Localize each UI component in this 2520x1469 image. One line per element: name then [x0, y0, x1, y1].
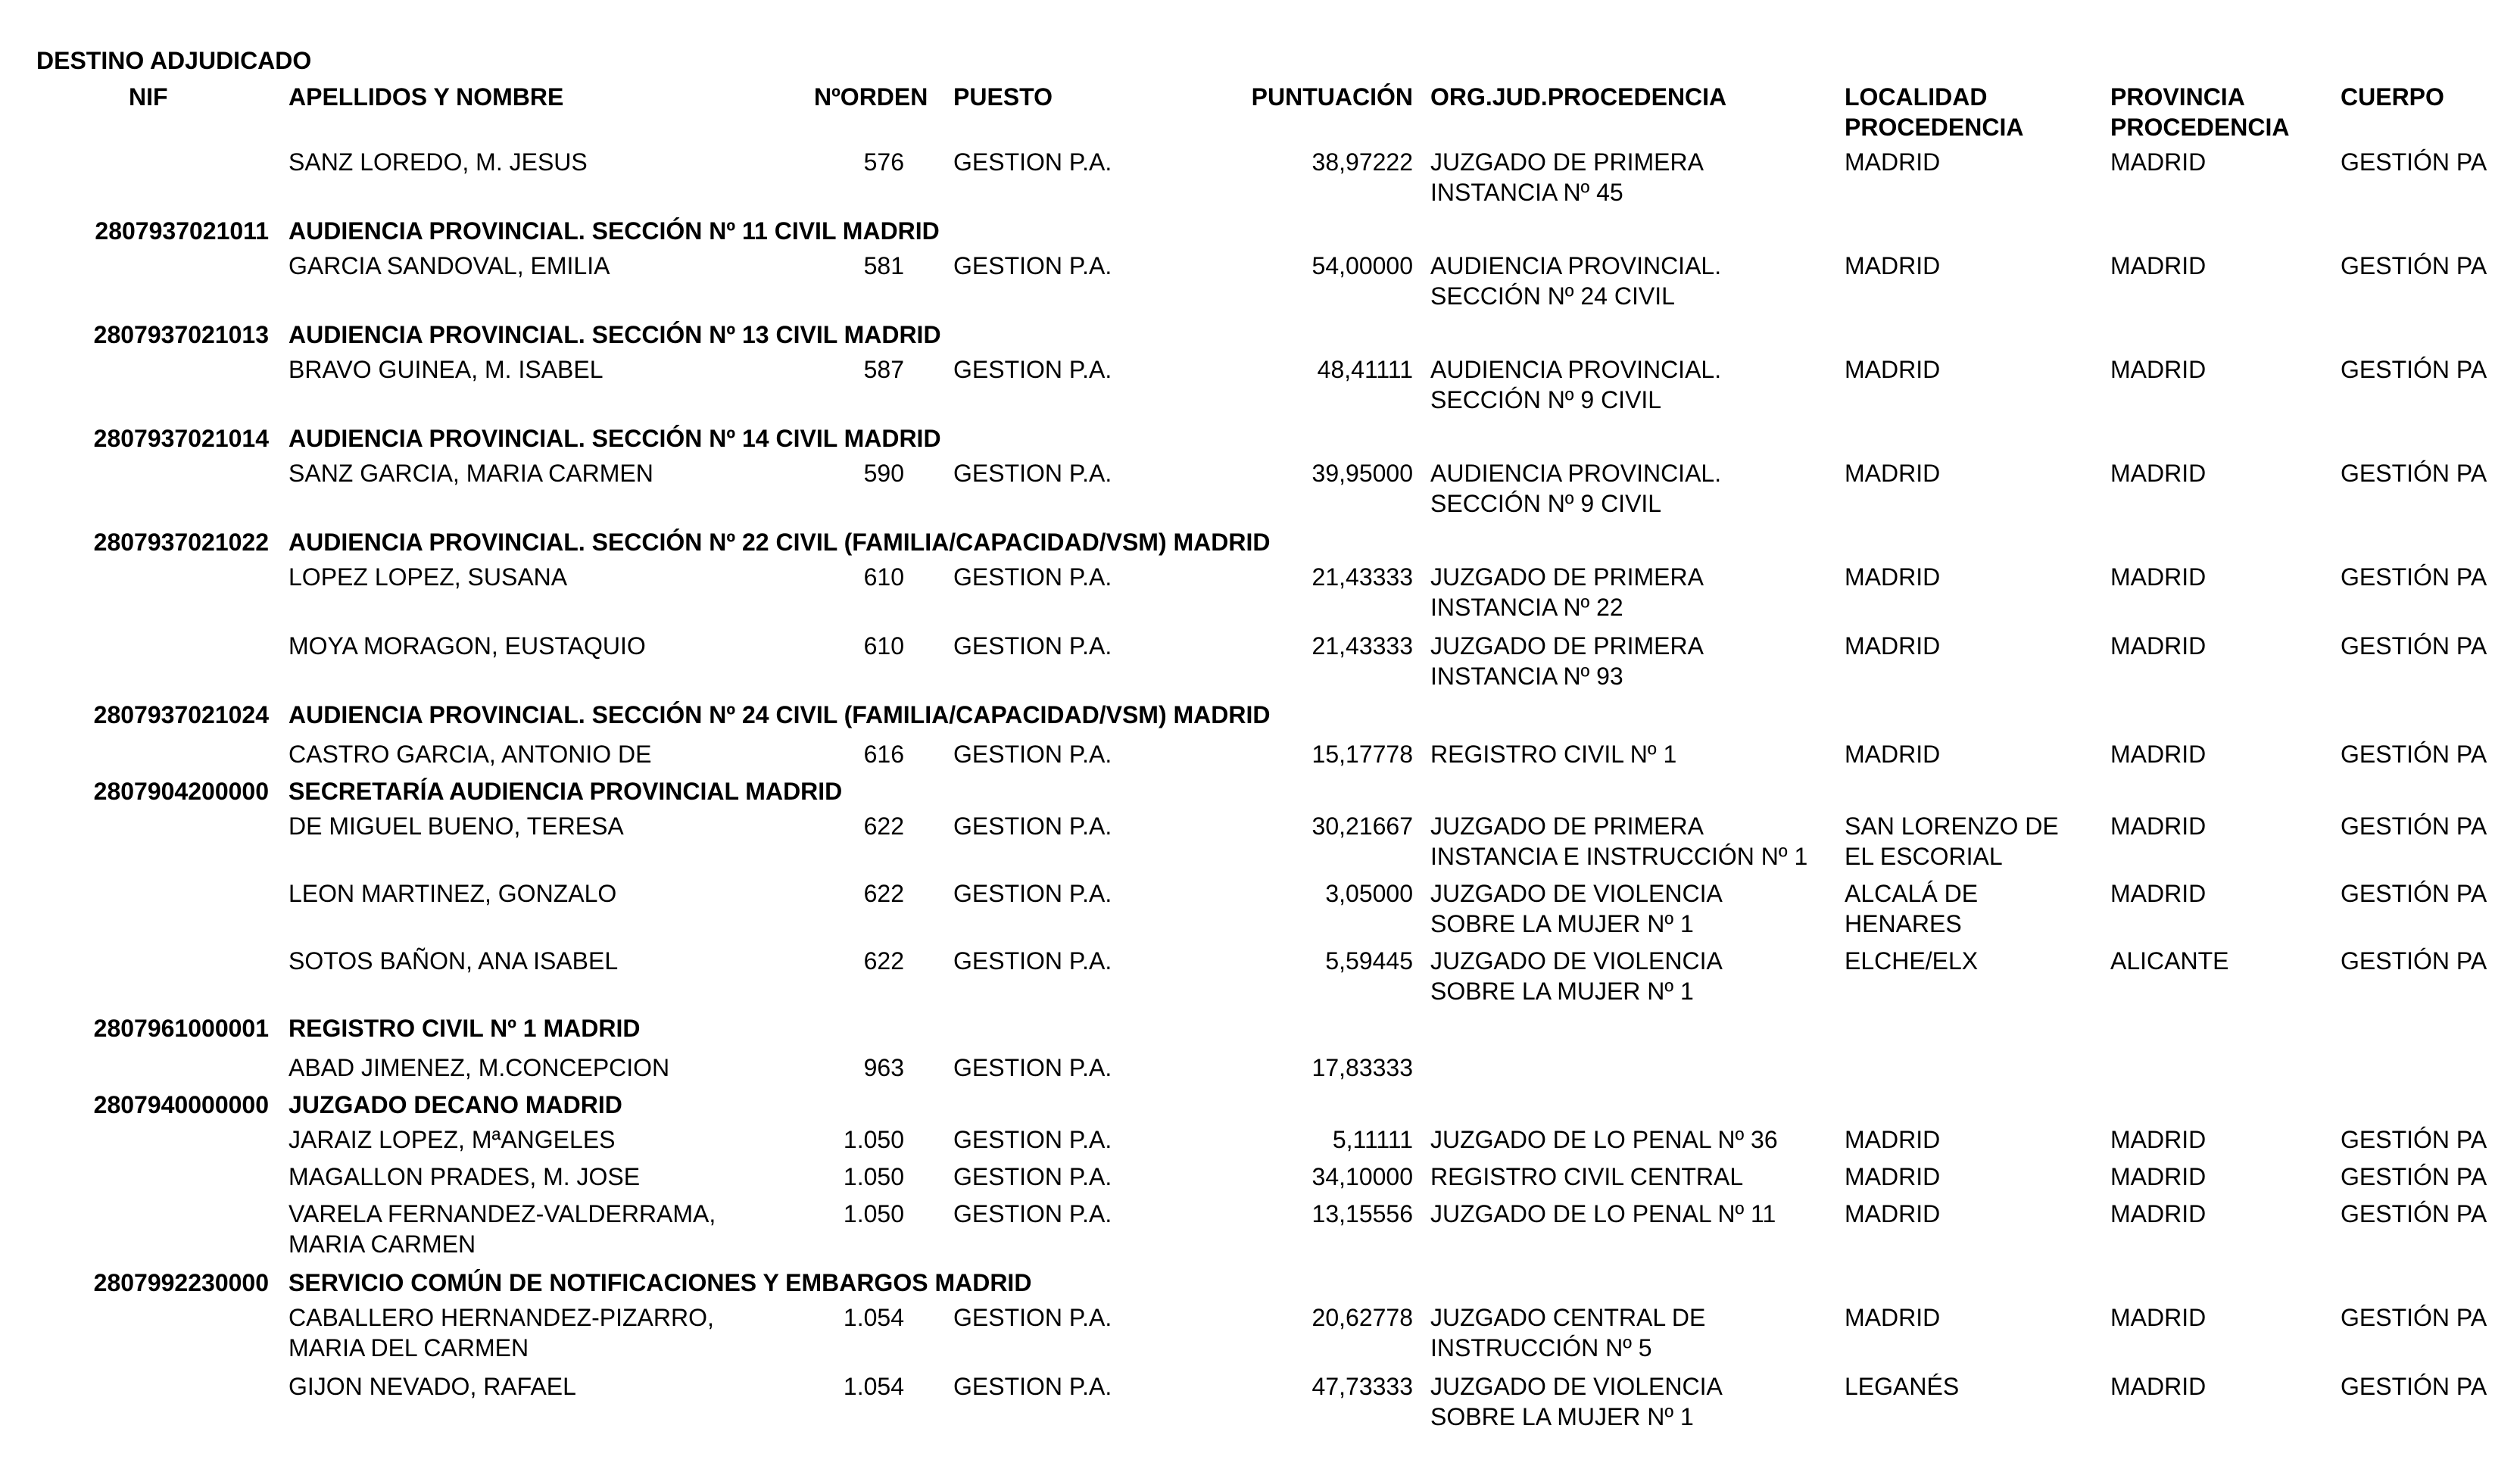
table-row [0, 811, 2520, 878]
cell-cuerpo: GESTIÓN PA [2341, 563, 2487, 591]
cell-org: JUZGADO CENTRAL DE INSTRUCCIÓN Nº 5 [1430, 1304, 1706, 1361]
cell-orden: 1.050 [843, 1126, 904, 1153]
cell-provincia: MADRID [2110, 1126, 2207, 1153]
cell-orden: 590 [863, 460, 904, 487]
cell-nombre: MOYA MORAGON, EUSTAQUIO [288, 632, 646, 660]
section-code: 2807937021022 [93, 529, 269, 556]
cell-localidad: MADRID [1845, 1126, 1941, 1153]
cell-nombre: SOTOS BAÑON, ANA ISABEL [288, 947, 619, 975]
cell-puesto: GESTION P.A. [953, 356, 1112, 383]
cell-localidad: MADRID [1845, 1304, 1941, 1331]
section-code: 2807937021024 [93, 701, 269, 728]
table-row [0, 631, 2520, 700]
table-row [0, 1371, 2520, 1440]
table-row [0, 1162, 2520, 1199]
cell-cuerpo: GESTIÓN PA [2341, 947, 2487, 975]
document-title: DESTINO ADJUDICADO [36, 47, 312, 74]
cell-puesto: GESTION P.A. [953, 460, 1112, 487]
table-row [0, 562, 2520, 631]
cell-localidad: ALCALÁ DE HENARES [1845, 880, 1979, 937]
cell-puesto: GESTION P.A. [953, 1054, 1112, 1081]
cell-org: JUZGADO DE PRIMERA INSTANCIA E INSTRUCCIÓN Nº 1 [1430, 812, 1808, 870]
cell-puntuacion: 15,17778 [1311, 741, 1413, 768]
cell-cuerpo: GESTIÓN PA [2341, 632, 2487, 660]
cell-puesto: GESTION P.A. [953, 812, 1112, 840]
section-code: 2807904200000 [93, 778, 269, 805]
section-title: JUZGADO DECANO MADRID [288, 1091, 622, 1118]
cell-localidad: MADRID [1845, 563, 1941, 591]
section-title: SECRETARÍA AUDIENCIA PROVINCIAL MADRID [288, 778, 843, 805]
cell-puntuacion: 5,59445 [1325, 947, 1413, 975]
section-code: 2807940000000 [93, 1091, 269, 1118]
section-header [0, 776, 2520, 811]
table-row [0, 251, 2520, 320]
cell-org: JUZGADO DE LO PENAL Nº 36 [1430, 1126, 1778, 1153]
cell-org: JUZGADO DE PRIMERA INSTANCIA Nº 22 [1430, 563, 1704, 621]
cell-org: AUDIENCIA PROVINCIAL. SECCIÓN Nº 24 CIVIL [1430, 252, 1722, 310]
cell-nombre: JARAIZ LOPEZ, MªANGELES [288, 1126, 616, 1153]
cell-org: JUZGADO DE VIOLENCIA SOBRE LA MUJER Nº 1 [1430, 1373, 1723, 1430]
cell-orden: 1.054 [843, 1304, 904, 1331]
cell-cuerpo: GESTIÓN PA [2341, 741, 2487, 768]
table-row [0, 1199, 2520, 1268]
section-header [0, 527, 2520, 562]
cell-puesto: GESTION P.A. [953, 1304, 1112, 1331]
cell-orden: 610 [863, 632, 904, 660]
table-row [0, 1053, 2520, 1090]
cell-puesto: GESTION P.A. [953, 947, 1112, 975]
cell-provincia: MADRID [2110, 1373, 2207, 1400]
section-code: 2807961000001 [93, 1015, 269, 1042]
cell-cuerpo: GESTIÓN PA [2341, 1373, 2487, 1400]
cell-cuerpo: GESTIÓN PA [2341, 460, 2487, 487]
cell-puntuacion: 17,83333 [1311, 1054, 1413, 1081]
cell-org: JUZGADO DE PRIMERA INSTANCIA Nº 45 [1430, 148, 1704, 206]
section-code: 2807992230000 [93, 1269, 269, 1296]
section-title: AUDIENCIA PROVINCIAL. SECCIÓN Nº 14 CIVIL MADRID [288, 425, 941, 452]
cell-cuerpo: GESTIÓN PA [2341, 252, 2487, 279]
table-row [0, 946, 2520, 1013]
cell-provincia: MADRID [2110, 252, 2207, 279]
cell-puesto: GESTION P.A. [953, 741, 1112, 768]
cell-puesto: GESTION P.A. [953, 1373, 1112, 1400]
cell-cuerpo: GESTIÓN PA [2341, 1163, 2487, 1190]
cell-nombre: DE MIGUEL BUENO, TERESA [288, 812, 624, 840]
cell-org: JUZGADO DE LO PENAL Nº 11 [1430, 1200, 1776, 1227]
section-code: 2807937021014 [93, 425, 269, 452]
cell-provincia: MADRID [2110, 812, 2207, 840]
header-provincia: PROVINCIA PROCEDENCIA [2110, 83, 2290, 141]
section-header [0, 1268, 2520, 1302]
section-header [0, 320, 2520, 354]
table-row [0, 1124, 2520, 1162]
cell-org: REGISTRO CIVIL Nº 1 [1430, 741, 1677, 768]
cell-org: REGISTRO CIVIL CENTRAL [1430, 1163, 1744, 1190]
section-header [0, 700, 2520, 739]
cell-puntuacion: 34,10000 [1311, 1163, 1413, 1190]
cell-puntuacion: 21,43333 [1311, 632, 1413, 660]
section-title: AUDIENCIA PROVINCIAL. SECCIÓN Nº 24 CIVIL (FAMILIA/CAPACIDAD/VSM) MADRID [288, 701, 1271, 728]
cell-nombre: CABALLERO HERNANDEZ-PIZARRO, MARIA DEL CARMEN [288, 1304, 714, 1361]
cell-localidad: SAN LORENZO DE EL ESCORIAL [1845, 812, 2059, 870]
cell-provincia: MADRID [2110, 356, 2207, 383]
cell-orden: 622 [863, 947, 904, 975]
section-header [0, 1090, 2520, 1124]
table-body [0, 147, 2520, 1440]
cell-localidad: MADRID [1845, 356, 1941, 383]
cell-nombre: LEON MARTINEZ, GONZALO [288, 880, 617, 907]
cell-puesto: GESTION P.A. [953, 632, 1112, 660]
header-localidad: LOCALIDAD PROCEDENCIA [1845, 83, 2024, 141]
cell-nombre: LOPEZ LOPEZ, SUSANA [288, 563, 568, 591]
cell-localidad: MADRID [1845, 148, 1941, 176]
table-row [0, 147, 2520, 216]
cell-localidad: MADRID [1845, 1200, 1941, 1227]
section-code: 2807937021013 [93, 321, 269, 348]
section-code: 2807937021011 [95, 217, 269, 245]
cell-orden: 581 [863, 252, 904, 279]
cell-puntuacion: 20,62778 [1311, 1304, 1413, 1331]
cell-puntuacion: 3,05000 [1325, 880, 1413, 907]
cell-orden: 963 [863, 1054, 904, 1081]
cell-provincia: MADRID [2110, 1200, 2207, 1227]
cell-localidad: MADRID [1845, 632, 1941, 660]
table-row [0, 1302, 2520, 1371]
cell-cuerpo: GESTIÓN PA [2341, 148, 2487, 176]
cell-org: JUZGADO DE VIOLENCIA SOBRE LA MUJER Nº 1 [1430, 880, 1723, 937]
table-row [0, 354, 2520, 423]
header-orden: NºORDEN [814, 83, 928, 111]
cell-nombre: VARELA FERNANDEZ-VALDERRAMA, MARIA CARMEN [288, 1200, 716, 1258]
cell-puntuacion: 13,15556 [1311, 1200, 1413, 1227]
cell-nombre: BRAVO GUINEA, M. ISABEL [288, 356, 603, 383]
cell-puntuacion: 30,21667 [1311, 812, 1413, 840]
section-header [0, 1013, 2520, 1053]
section-title: AUDIENCIA PROVINCIAL. SECCIÓN Nº 13 CIVIL MADRID [288, 321, 941, 348]
cell-puntuacion: 47,73333 [1311, 1373, 1413, 1400]
cell-puesto: GESTION P.A. [953, 880, 1112, 907]
cell-orden: 622 [863, 880, 904, 907]
cell-orden: 1.050 [843, 1163, 904, 1190]
cell-provincia: MADRID [2110, 741, 2207, 768]
cell-cuerpo: GESTIÓN PA [2341, 1200, 2487, 1227]
cell-provincia: MADRID [2110, 460, 2207, 487]
cell-cuerpo: GESTIÓN PA [2341, 812, 2487, 840]
table-row [0, 458, 2520, 527]
cell-puesto: GESTION P.A. [953, 148, 1112, 176]
table-row [0, 878, 2520, 946]
cell-provincia: MADRID [2110, 880, 2207, 907]
section-header [0, 423, 2520, 458]
table-header [0, 82, 2520, 145]
cell-puntuacion: 38,97222 [1311, 148, 1413, 176]
cell-localidad: MADRID [1845, 252, 1941, 279]
cell-puntuacion: 54,00000 [1311, 252, 1413, 279]
section-title: SERVICIO COMÚN DE NOTIFICACIONES Y EMBARGOS MADRID [288, 1269, 1032, 1296]
table-row [0, 739, 2520, 776]
cell-nombre: SANZ LOREDO, M. JESUS [288, 148, 588, 176]
cell-provincia: ALICANTE [2110, 947, 2229, 975]
cell-localidad: LEGANÉS [1845, 1373, 1960, 1400]
header-org: ORG.JUD.PROCEDENCIA [1430, 83, 1727, 111]
cell-orden: 610 [863, 563, 904, 591]
cell-localidad: MADRID [1845, 741, 1941, 768]
section-header [0, 216, 2520, 251]
cell-puntuacion: 5,11111 [1332, 1126, 1413, 1153]
cell-nombre: GIJON NEVADO, RAFAEL [288, 1373, 576, 1400]
cell-cuerpo: GESTIÓN PA [2341, 880, 2487, 907]
header-cuerpo: CUERPO [2341, 83, 2444, 111]
cell-provincia: MADRID [2110, 1304, 2207, 1331]
section-title: AUDIENCIA PROVINCIAL. SECCIÓN Nº 22 CIVIL (FAMILIA/CAPACIDAD/VSM) MADRID [288, 529, 1271, 556]
cell-orden: 622 [863, 812, 904, 840]
cell-cuerpo: GESTIÓN PA [2341, 1304, 2487, 1331]
cell-puesto: GESTION P.A. [953, 563, 1112, 591]
cell-nombre: SANZ GARCIA, MARIA CARMEN [288, 460, 653, 487]
cell-nombre: CASTRO GARCIA, ANTONIO DE [288, 741, 652, 768]
cell-orden: 1.054 [843, 1373, 904, 1400]
header-nombre: APELLIDOS Y NOMBRE [288, 83, 564, 111]
cell-puesto: GESTION P.A. [953, 1200, 1112, 1227]
header-nif: NIF [129, 83, 168, 111]
cell-localidad: ELCHE/ELX [1845, 947, 1979, 975]
cell-nombre: GARCIA SANDOVAL, EMILIA [288, 252, 610, 279]
cell-org: JUZGADO DE PRIMERA INSTANCIA Nº 93 [1430, 632, 1704, 690]
cell-puntuacion: 48,41111 [1317, 356, 1413, 383]
cell-provincia: MADRID [2110, 632, 2207, 660]
cell-puntuacion: 21,43333 [1311, 563, 1413, 591]
cell-orden: 1.050 [843, 1200, 904, 1227]
cell-provincia: MADRID [2110, 563, 2207, 591]
cell-orden: 616 [863, 741, 904, 768]
cell-puesto: GESTION P.A. [953, 1163, 1112, 1190]
cell-org: JUZGADO DE VIOLENCIA SOBRE LA MUJER Nº 1 [1430, 947, 1723, 1005]
cell-nombre: ABAD JIMENEZ, M.CONCEPCION [288, 1054, 670, 1081]
cell-cuerpo: GESTIÓN PA [2341, 356, 2487, 383]
header-puntuacion: PUNTUACIÓN [1251, 83, 1413, 111]
cell-puntuacion: 39,95000 [1311, 460, 1413, 487]
cell-localidad: MADRID [1845, 460, 1941, 487]
cell-puesto: GESTION P.A. [953, 1126, 1112, 1153]
cell-org: AUDIENCIA PROVINCIAL. SECCIÓN Nº 9 CIVIL [1430, 460, 1722, 517]
header-puesto: PUESTO [953, 83, 1053, 111]
cell-orden: 576 [863, 148, 904, 176]
cell-localidad: MADRID [1845, 1163, 1941, 1190]
section-title: REGISTRO CIVIL Nº 1 MADRID [288, 1015, 641, 1042]
cell-provincia: MADRID [2110, 1163, 2207, 1190]
cell-puesto: GESTION P.A. [953, 252, 1112, 279]
cell-nombre: MAGALLON PRADES, M. JOSE [288, 1163, 641, 1190]
cell-orden: 587 [863, 356, 904, 383]
section-title: AUDIENCIA PROVINCIAL. SECCIÓN Nº 11 CIVIL MADRID [288, 217, 940, 245]
cell-provincia: MADRID [2110, 148, 2207, 176]
cell-org: AUDIENCIA PROVINCIAL. SECCIÓN Nº 9 CIVIL [1430, 356, 1722, 413]
cell-cuerpo: GESTIÓN PA [2341, 1126, 2487, 1153]
